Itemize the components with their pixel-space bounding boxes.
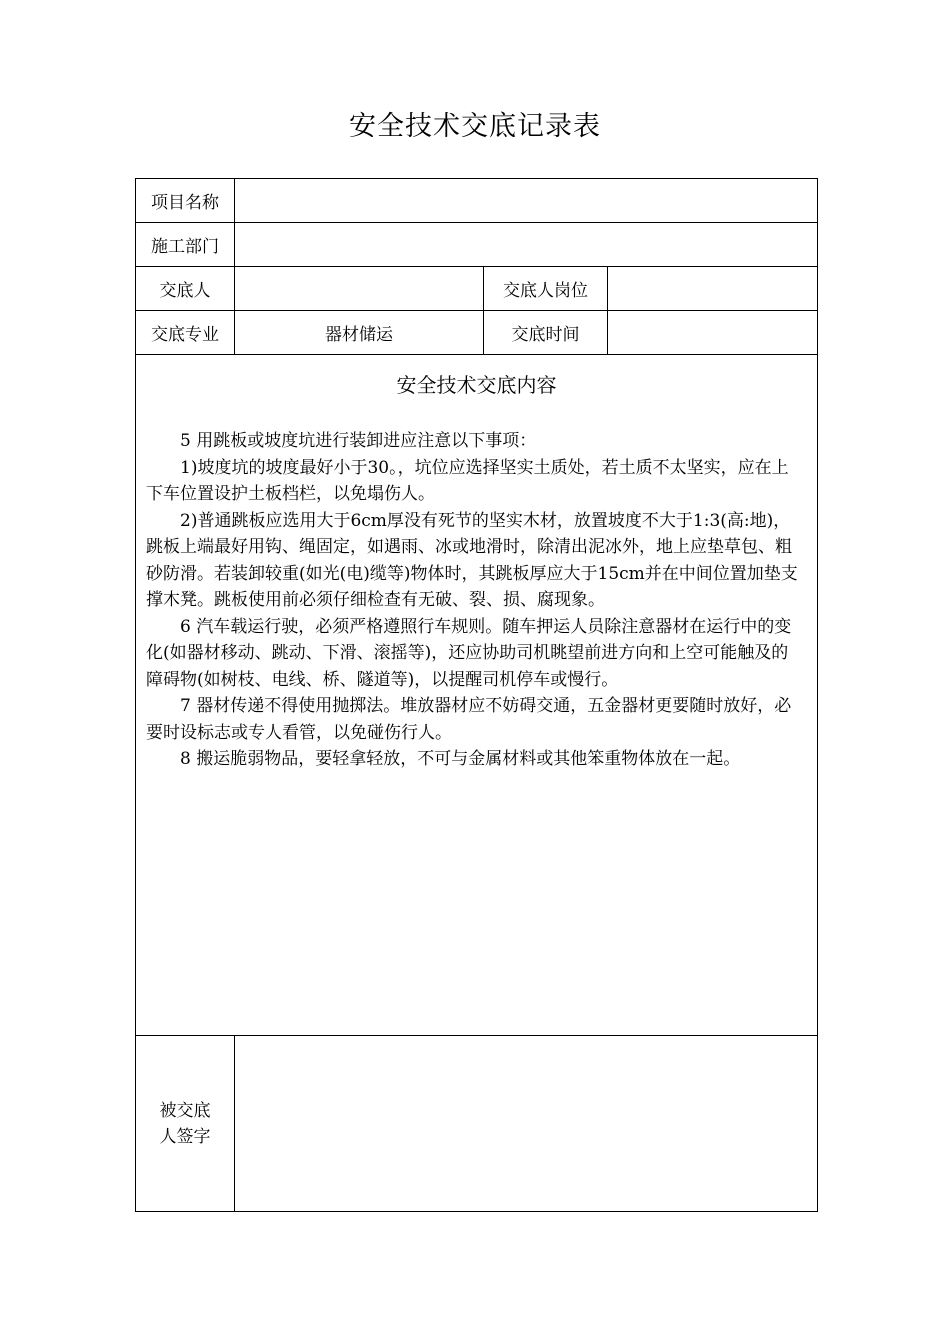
row-project-name [136, 179, 818, 223]
content-heading: 安全技术交底内容 [396, 373, 557, 397]
time-field[interactable] [608, 311, 818, 355]
presenter-post-field[interactable] [608, 267, 818, 311]
signature-label [136, 1036, 235, 1212]
time-label: 交底时间 [484, 311, 608, 355]
specialty-label: 交底专业 [136, 311, 235, 355]
content-paragraph: 1)坡度坑的坡度最好小于30。，坑位应选择坚实土质处，若土质不太坚实，应在上下车位置设护土板档栏，以免塌伤人。 [146, 457, 789, 504]
project-name-label: 项目名称 [136, 179, 235, 223]
project-name-field[interactable] [235, 179, 818, 223]
content-paragraph: 7 器材传递不得使用抛掷法。堆放器材应不妨碍交通，五金器材更要随时放好，必要时设标志或专人看管，以免碰伤行人。 [146, 696, 792, 743]
presenter-post-label: 交底人岗位 [484, 267, 608, 311]
dept-label: 施工部门 [136, 223, 235, 267]
dept-field[interactable] [235, 223, 818, 267]
page-title: 安全技术交底记录表 [349, 111, 601, 142]
signature-label-line1: 被交底 [159, 1100, 211, 1121]
row-dept [136, 223, 818, 267]
signature-label-line2: 人签字 [159, 1126, 211, 1147]
content-paragraph: 5 用跳板或坡度坑进行装卸进应注意以下事项： [180, 431, 537, 451]
row-signature [136, 1036, 818, 1212]
presenter-label: 交底人 [136, 267, 235, 311]
specialty-field[interactable]: 器材储运 [235, 311, 484, 355]
signature-field[interactable] [235, 1036, 818, 1212]
presenter-field[interactable] [235, 267, 484, 311]
row-presenter [136, 267, 818, 311]
disclosure-form [135, 178, 818, 1212]
content-body [136, 428, 817, 773]
content-cell [136, 355, 818, 1036]
content-paragraph: 6 汽车载运行驶，必须严格遵照行车规则。随车押运人员除注意器材在运行中的变化(如器材移动、跳动、下滑、滚摇等)，还应协助司机眺望前进方向和上空可能触及的障碍物(如树枝、电线、桥、隧道等)，以提醒司机停车或慢行。 [146, 616, 792, 690]
content-paragraph: 8 搬运脆弱物品，要轻拿轻放，不可与金属材料或其他笨重物体放在一起。 [180, 749, 741, 769]
content-paragraph: 2)普通跳板应选用大于6cm厚没有死节的坚实木材，放置坡度不大于1:3(高:地)，跳板上端最好用钩、绳固定，如遇雨、冰或地滑时，除清出泥冰外，地上应垫草包、粗砂防滑。若装卸较重(如光(电)缆等)物体时，其跳板厚应大于15cm并在中间位置加垫支撑木凳。跳板使用前必须仔细检查有无破、裂、损、腐现象。 [146, 510, 798, 610]
row-content [136, 355, 818, 1036]
row-specialty [136, 311, 818, 355]
